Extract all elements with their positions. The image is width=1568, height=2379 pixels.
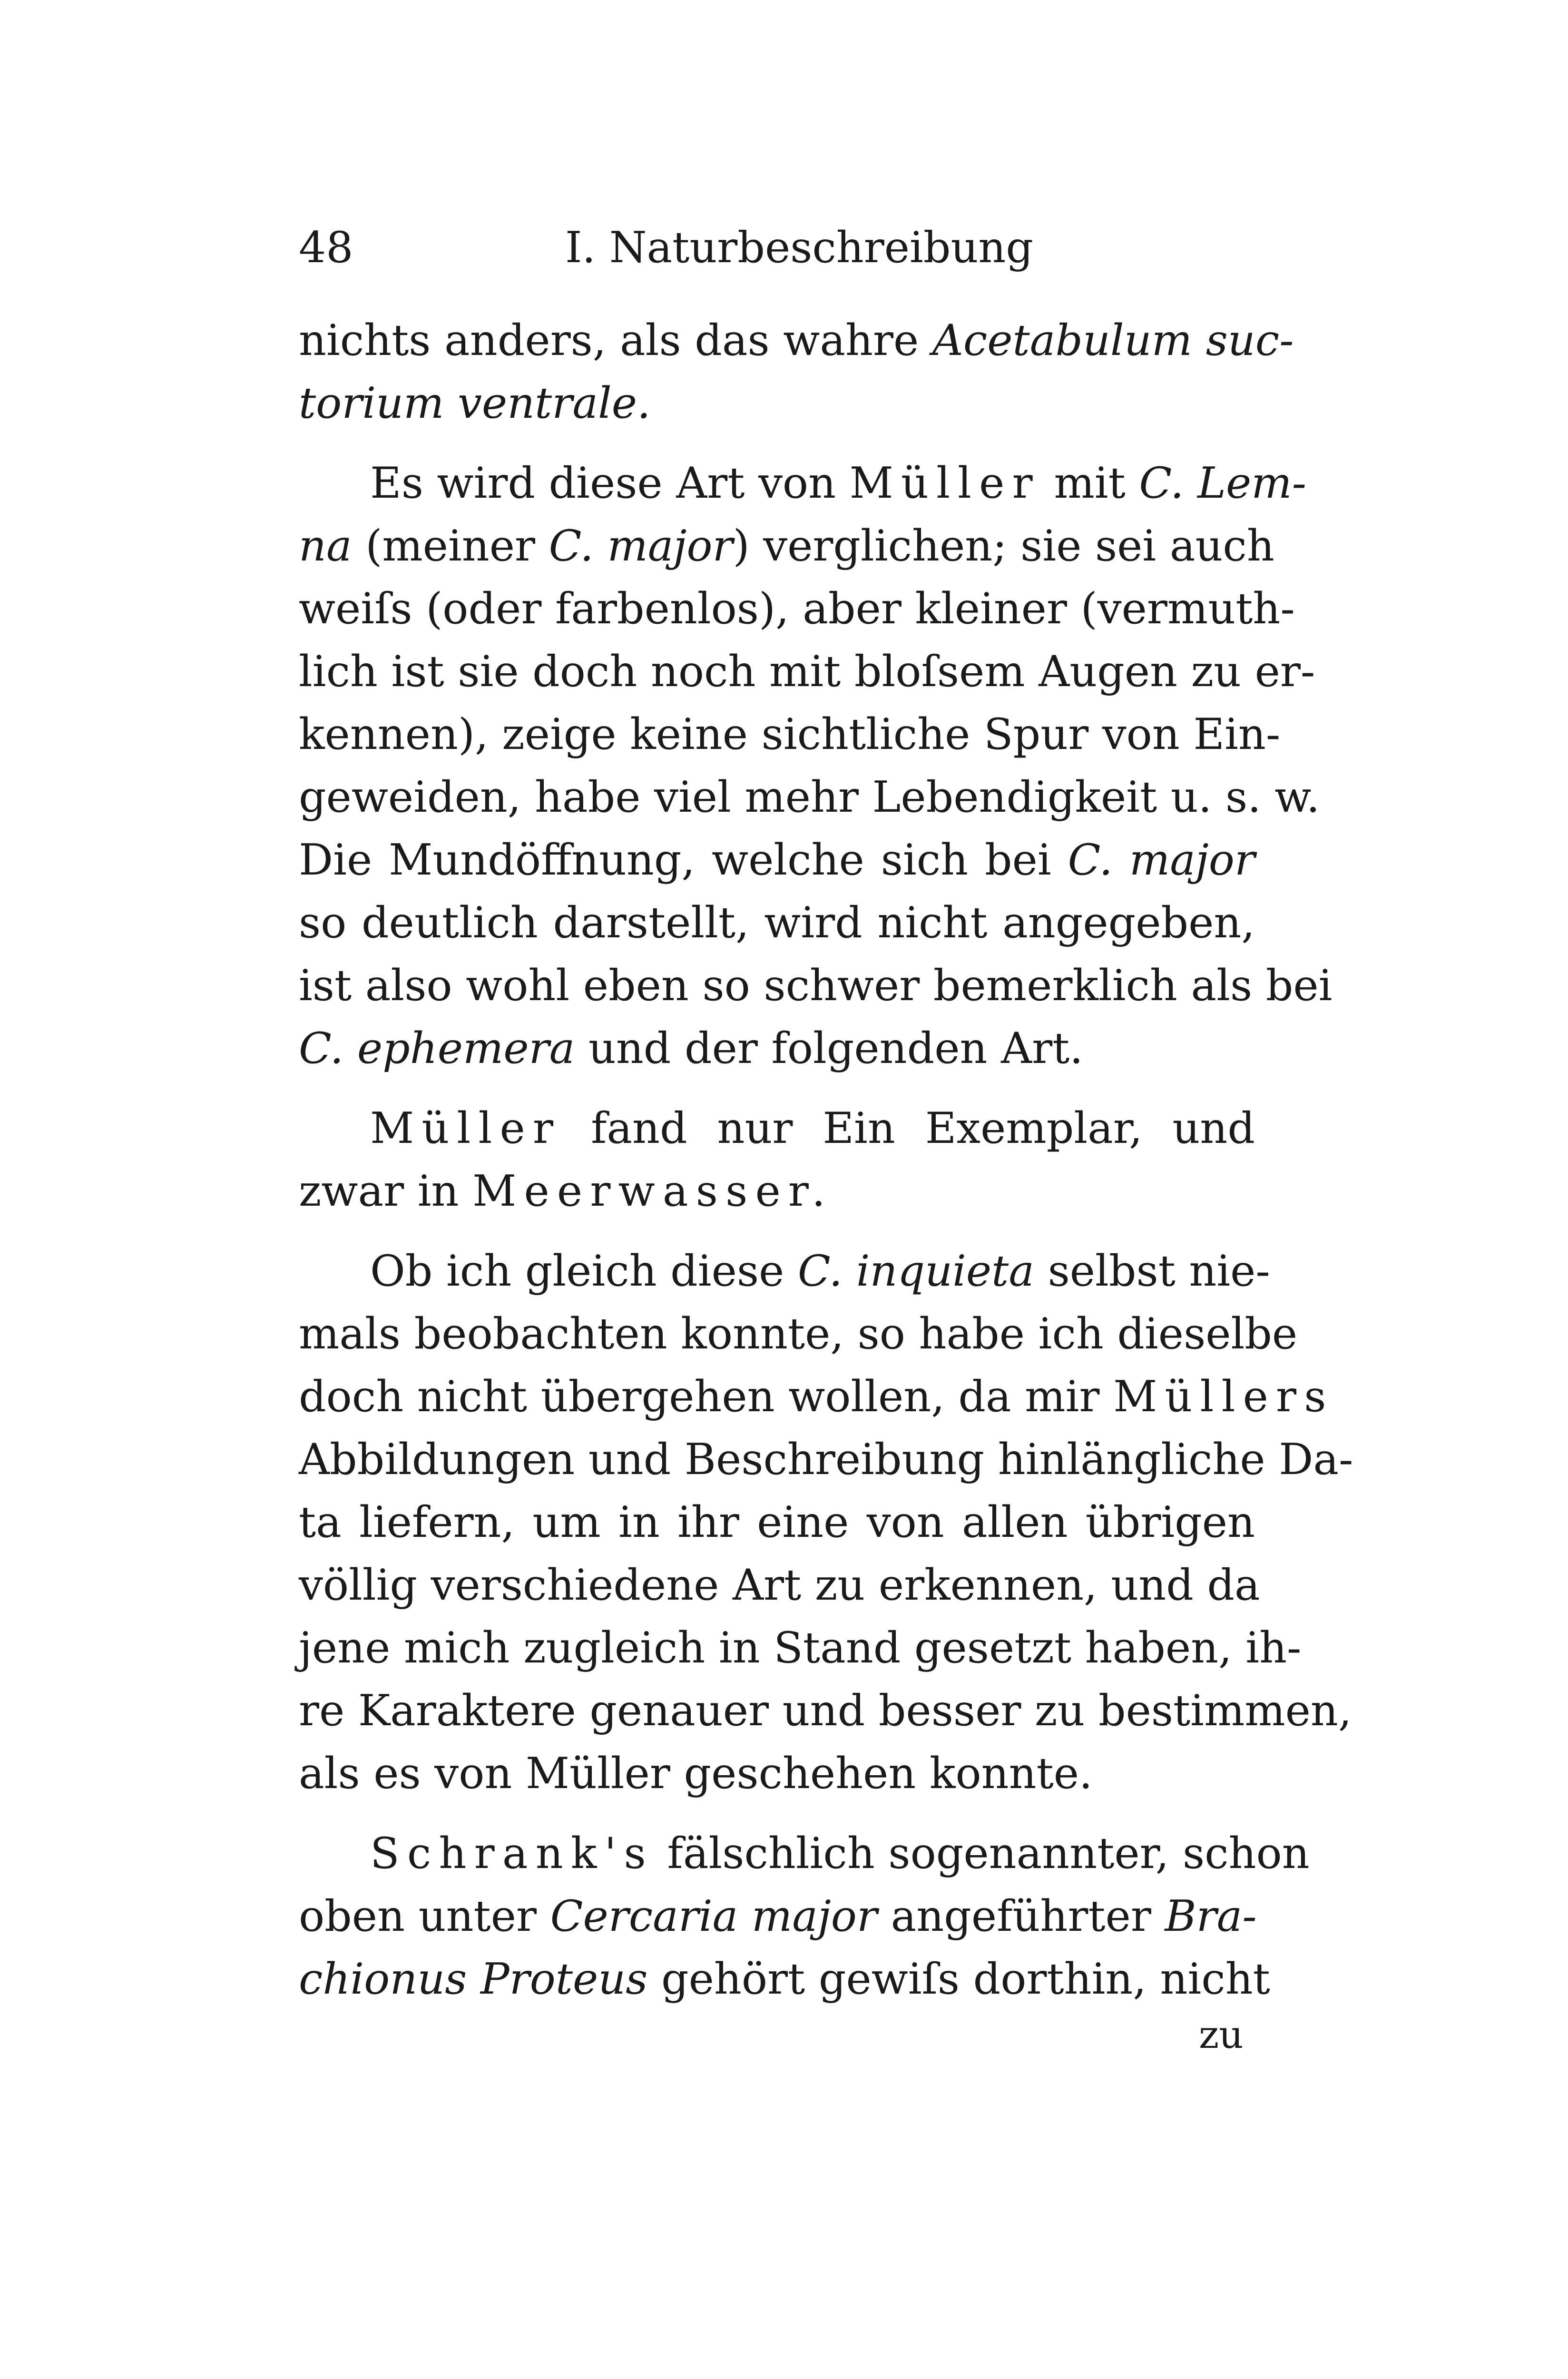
text-line bbox=[299, 1303, 1298, 1366]
text-segment: nichts anders, als das wahre bbox=[299, 315, 932, 365]
text-segment: fand nur Ein Exemplar, und bbox=[561, 1103, 1255, 1153]
text-segment: (meiner bbox=[352, 521, 549, 571]
text-line bbox=[299, 892, 1255, 954]
text-segment: mals beobachten konnte, so habe ich dieselbe bbox=[299, 1309, 1298, 1359]
text-line bbox=[299, 1017, 1255, 1080]
spaced-name: Müller bbox=[370, 1103, 561, 1153]
italic-text: C. Lem- bbox=[1139, 458, 1307, 508]
text-segment: gehört gewiſs dorthin, nicht bbox=[647, 1954, 1270, 2004]
paragraph bbox=[299, 1240, 1353, 1805]
text-line bbox=[299, 829, 1255, 892]
text-line bbox=[299, 1617, 1302, 1680]
spaced-name: Müller bbox=[849, 458, 1040, 508]
text-line bbox=[299, 640, 1315, 703]
text-line bbox=[299, 703, 1281, 766]
text-segment: völlig verschiedene Art zu erkennen, und da bbox=[299, 1560, 1260, 1610]
spaced-name: Müllers bbox=[1113, 1372, 1334, 1422]
italic-text: Acetabulum suc- bbox=[932, 315, 1294, 365]
text-line bbox=[299, 1885, 1255, 1948]
italic-text: Cercaria major bbox=[550, 1891, 878, 1941]
paragraph bbox=[299, 1097, 1255, 1223]
text-segment: weiſs (oder farbenlos), aber kleiner (vermuth- bbox=[299, 584, 1295, 634]
text-line bbox=[299, 452, 1307, 515]
text-line bbox=[299, 1680, 1352, 1742]
text-segment: so deutlich darstellt, wird nicht angegeben, bbox=[299, 898, 1255, 948]
text-line bbox=[299, 1554, 1260, 1617]
text-segment: lich ist sie doch noch mit bloſsem Augen zu er- bbox=[299, 647, 1315, 697]
italic-text: chionus Proteus bbox=[299, 1954, 648, 2004]
italic-text: na bbox=[299, 521, 352, 571]
text-line bbox=[299, 578, 1295, 640]
text-segment: geweiden, habe viel mehr Lebendigkeit u. s. w. bbox=[299, 772, 1320, 822]
paragraph bbox=[299, 452, 1333, 1080]
catchword: zu bbox=[1199, 2013, 1244, 2057]
text-segment: zwar in bbox=[299, 1166, 473, 1216]
text-line bbox=[299, 766, 1320, 829]
text-segment: ) verglichen; sie sei auch bbox=[733, 521, 1274, 571]
text-line bbox=[299, 954, 1333, 1017]
text-segment: jene mich zugleich in Stand gesetzt haben, ih- bbox=[299, 1623, 1302, 1673]
text-segment: oben unter bbox=[299, 1891, 550, 1941]
text-segment: mit bbox=[1040, 458, 1139, 508]
text-line bbox=[299, 309, 1294, 372]
text-segment: kennen), zeige keine sichtliche Spur von Ein- bbox=[299, 709, 1281, 759]
text-segment: doch nicht übergehen wollen, da mir bbox=[299, 1372, 1114, 1422]
italic-text: C. major bbox=[1068, 835, 1255, 885]
spaced-name: Schrank's bbox=[370, 1828, 654, 1878]
text-segment: Ob ich gleich diese bbox=[370, 1246, 798, 1296]
italic-text: torium ventrale. bbox=[299, 378, 651, 428]
page-header bbox=[299, 213, 1255, 285]
text-segment: als es von Müller geschehen konnte. bbox=[299, 1749, 1093, 1799]
paragraph bbox=[299, 309, 1294, 435]
text-line bbox=[299, 1822, 1310, 1885]
text-segment: angeführter bbox=[877, 1891, 1165, 1941]
body-text bbox=[299, 309, 1353, 2011]
italic-text: Bra- bbox=[1165, 1891, 1257, 1941]
text-segment: und der folgenden Art. bbox=[575, 1023, 1083, 1073]
paragraph bbox=[299, 1822, 1310, 2011]
text-segment: fälschlich sogenannter, schon bbox=[653, 1828, 1310, 1878]
text-line bbox=[299, 1428, 1353, 1491]
italic-text: C. inquieta bbox=[797, 1246, 1034, 1296]
italic-text: C. major bbox=[549, 521, 733, 571]
text-segment: Es wird diese Art von bbox=[370, 458, 850, 508]
italic-text: C. ephemera bbox=[299, 1023, 575, 1073]
text-line bbox=[299, 515, 1274, 578]
text-segment: Abbildungen und Beschreibung hinlängliche Da- bbox=[299, 1435, 1353, 1484]
text-line bbox=[299, 1742, 1255, 1805]
text-segment: ta liefern, um in ihr eine von allen übrigen bbox=[299, 1497, 1255, 1547]
text-segment: selbst nie- bbox=[1034, 1246, 1270, 1296]
text-line bbox=[299, 372, 1255, 435]
page-number: 48 bbox=[299, 223, 353, 273]
spaced-name: Meerwasser. bbox=[472, 1166, 833, 1216]
text-segment: re Karaktere genauer und besser zu bestimmen, bbox=[299, 1686, 1352, 1736]
text-line bbox=[299, 1240, 1270, 1303]
text-segment: Die Mundöffnung, welche sich bei bbox=[299, 835, 1068, 885]
text-line bbox=[299, 1948, 1270, 2011]
text-line bbox=[299, 1366, 1334, 1428]
text-line bbox=[299, 1491, 1255, 1554]
text-segment: ist also wohl eben so schwer bemerklich als bei bbox=[299, 961, 1333, 1011]
text-line bbox=[299, 1097, 1255, 1160]
running-head: I. Naturbeschreibung bbox=[565, 223, 1033, 273]
text-line bbox=[299, 1160, 1255, 1223]
